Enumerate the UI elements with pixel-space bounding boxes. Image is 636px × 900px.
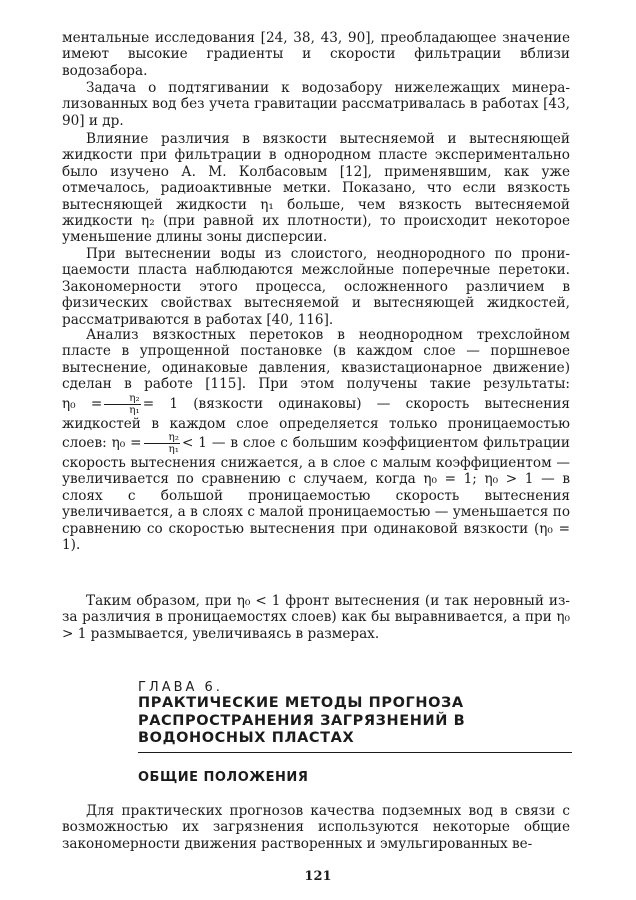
paragraph-analysis [62, 327, 570, 553]
fraction: $\frac{\text{η₂}}{\text{η₁}}$ [144, 432, 181, 455]
fraction: $\frac{\text{η₂}}{\text{η₁}}$ [104, 393, 141, 416]
paragraph-general: Для практических прогнозов качества подземных вод в связи с возможностью их загрязнения используются некоторые общие закономерности движения растворенных и эмульгированных ве- [62, 803, 570, 852]
chapter-label: ГЛАВА 6. [138, 680, 223, 695]
section-heading: ОБЩИЕ ПОЛОЖЕНИЯ [138, 770, 309, 785]
paragraph-conclusion: Таким образом, при η₀ < 1 фронт вытеснения (и так неровный из-за различия в проницаемостях слоев) как бы выравнивается, а при η₀ > 1 размывается, увеличиваясь в размерах. [62, 593, 570, 642]
analysis-after-formula-2: — в слое с большим коэффициентом фильтрации скорость вытеснения снижается, а в слое с малым коэффициентом — увеличивается по сравнению с случаем, когда η₀ = 1; η₀ > 1 — в слоях с большой проницаемостью скорость вытеснения увеличивается, а в слоях с малой проницаемостью — уменьшается по сравнению со скоростью вытеснения при одинаковой вязкости (η₀ = 1). [62, 435, 570, 554]
formula-lower-viscosity: η₀ = $\frac{\text{η₂}}{\text{η₁}}$ < 1 [111, 431, 207, 456]
paragraph-layered: При вытеснении воды из слоистого, неоднородного по проницаемости пласта наблюдаются межслойные поперечные перетоки. Закономерности этого процесса, осложненного различием в физических свойствах вытесняемой и вытесняющей жидкостей, рассматриваются в работах [40, 116]. [62, 246, 570, 328]
chapter-title: ПРАКТИЧЕСКИЕ МЕТОДЫ ПРОГНОЗА РАСПРОСТРАНЕНИЯ ЗАГРЯЗНЕНИЙ В ВОДОНОСНЫХ ПЛАСТАХ [138, 695, 466, 746]
analysis-after-formula-1: (вязкости одинаковы) — скорость вытеснения жидкостей в каждом слое определяется только проницаемостью слоев: [62, 395, 570, 452]
page-number: 121 [304, 869, 332, 884]
paragraph-viscosity: Влияние различия в вязкости вытесняемой и вытесняющей жидкости при фильтрации в однородном пласте экспериментально было изучено А. М. Колбасовым [12], применявшим, как уже отмечалось, радиоактивные метки. Показано, что если вязкость вытесняющей жидкости η₁ больше, чем вязкость вытесняемой жидкости η₂ (при равной их плотности), то происходит некоторое уменьшение длины зоны дисперсии. [62, 131, 570, 246]
analysis-intro: Анализ вязкостных перетоков в неоднородном трехслойном пласте в упрощенной постановке (в каждом слое — поршневое вытеснение, одинаковые давления, квазистационарное движение) сделан в работе [115]. При этом получены такие результаты: [62, 327, 570, 393]
formula-equal-viscosity: η₀ = $\frac{\text{η₂}}{\text{η₁}}$ = 1 [62, 391, 178, 416]
chapter-divider [138, 752, 572, 753]
paragraph-upconing: Задача о подтягивании к водозабору нижележащих минерализованных вод без учета гравитации рассматривалась в работах [43, 90] и др. [62, 80, 570, 129]
paragraph-continuation: ментальные исследования [24, 38, 43, 90], преобладающее значение имеют высокие градиенты и скорости фильтрации вблизи водозабора. [62, 30, 570, 79]
